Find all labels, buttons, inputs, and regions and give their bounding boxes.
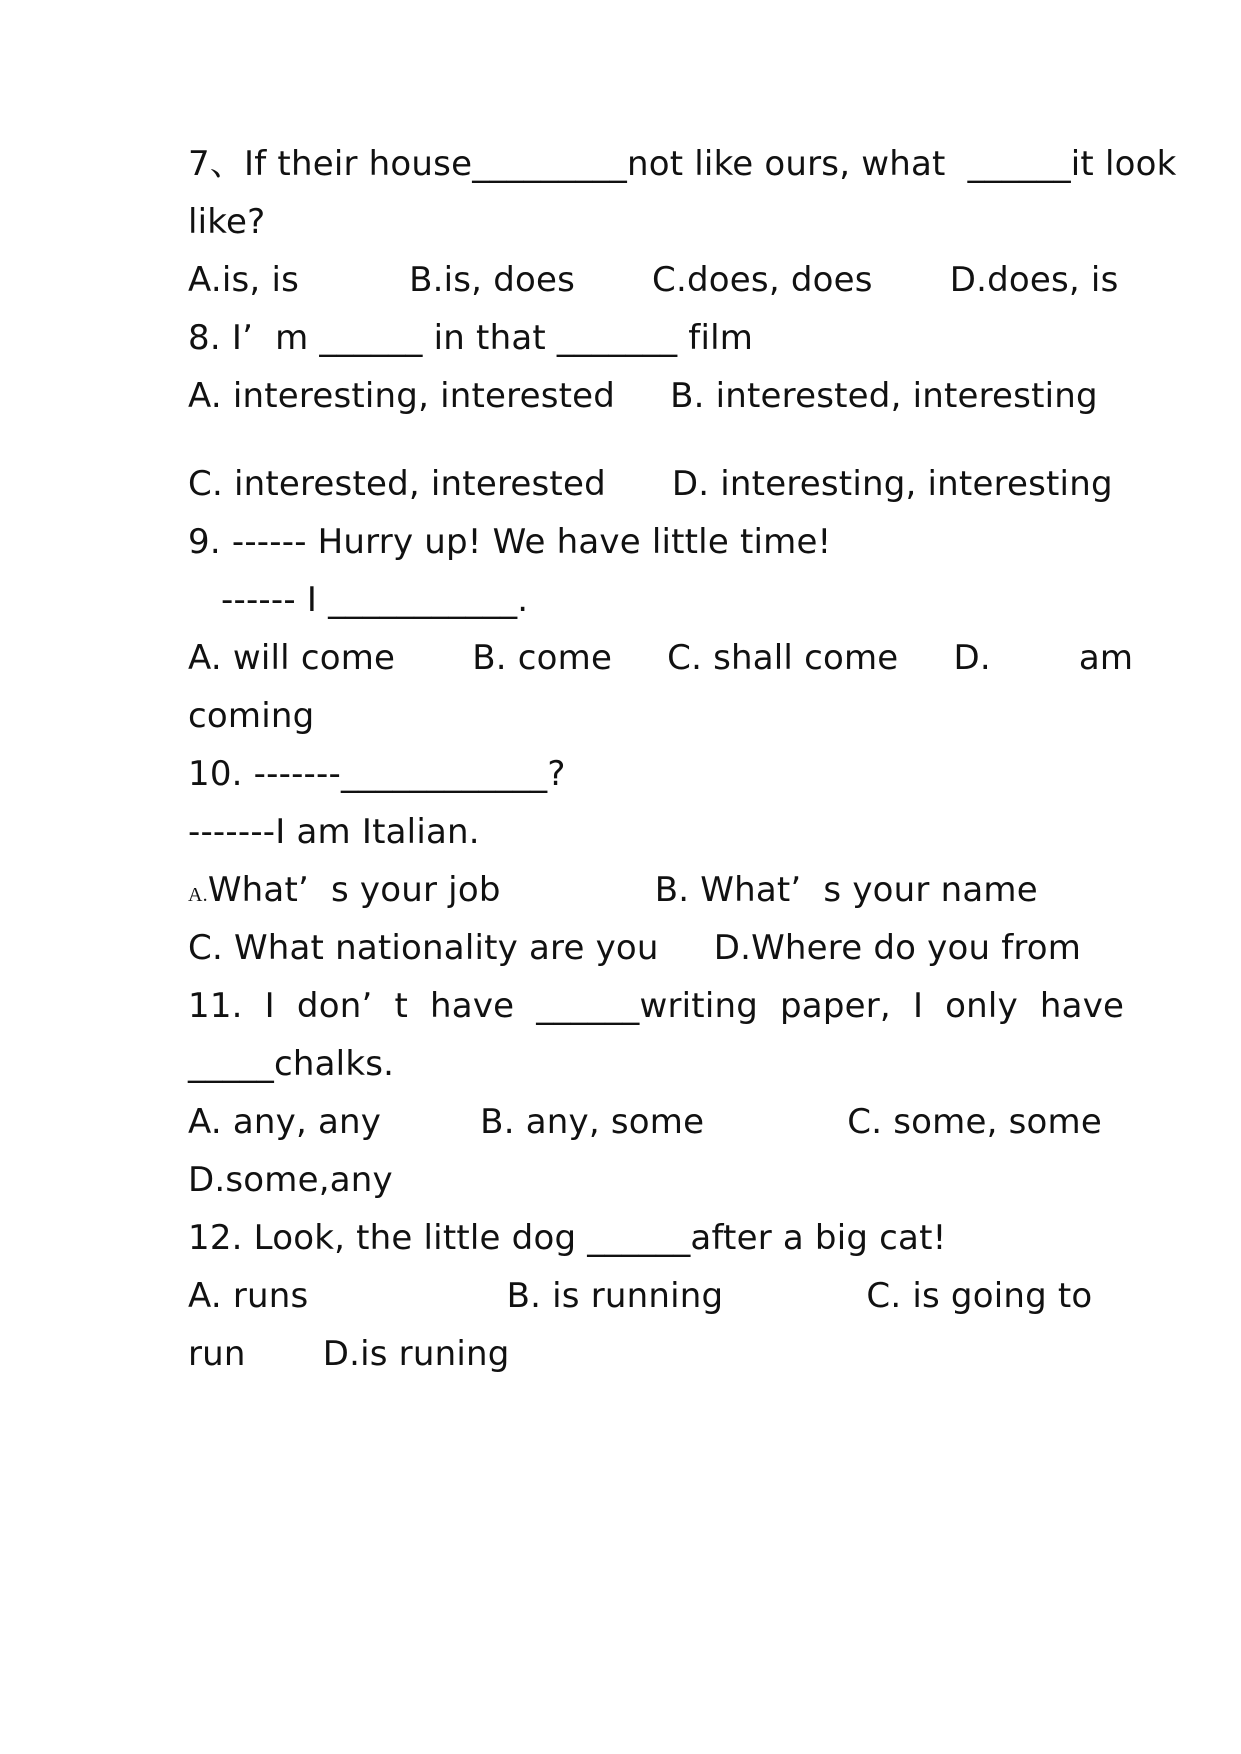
question-11-options: A. any, any B. any, some C. some, some [188,1102,1102,1142]
question-11-stem-cont: _____chalks. [188,1044,395,1084]
question-10-options-ab [188,868,1038,917]
question-7-line-1: 7、If their house_________not like ours, what ______it look [188,144,1177,184]
question-7-options: A.is, is B.is, does C.does, does D.does, is [188,260,1119,300]
question-8-stem: 8. I’ m ______ in that _______ film [188,318,754,358]
question-10-options-ab-text: What’ s your job B. What’ s your name [207,870,1038,910]
question-10-stem: 10. -------____________? [188,754,566,794]
question-10-options-cd: C. What nationality are you D.Where do you from [188,928,1082,968]
question-9-options: A. will come B. come C. shall come D. am [188,638,1134,678]
question-9-response: ------ I ___________. [188,580,529,620]
question-7-line-2: like? [188,202,266,242]
question-12-stem: 12. Look, the little dog ______after a big cat! [188,1218,947,1258]
question-11-options-cont: D.some,any [188,1160,393,1200]
question-12-options: A. runs B. is running C. is going to [188,1276,1093,1316]
question-9-options-cont: coming [188,696,315,736]
question-12-options-cont: run D.is runing [188,1334,510,1374]
question-11-stem: 11. I don’ t have ______writing paper, I only have [188,986,1125,1026]
option-a-small-label: A. [188,884,208,906]
question-9-stem: 9. ------ Hurry up! We have little time! [188,522,832,562]
question-8-options-cd: C. interested, interested D. interesting, interesting [188,464,1113,504]
question-10-response: -------I am Italian. [188,812,480,852]
question-8-options-ab: A. interesting, interested B. interested, interesting [188,376,1098,416]
